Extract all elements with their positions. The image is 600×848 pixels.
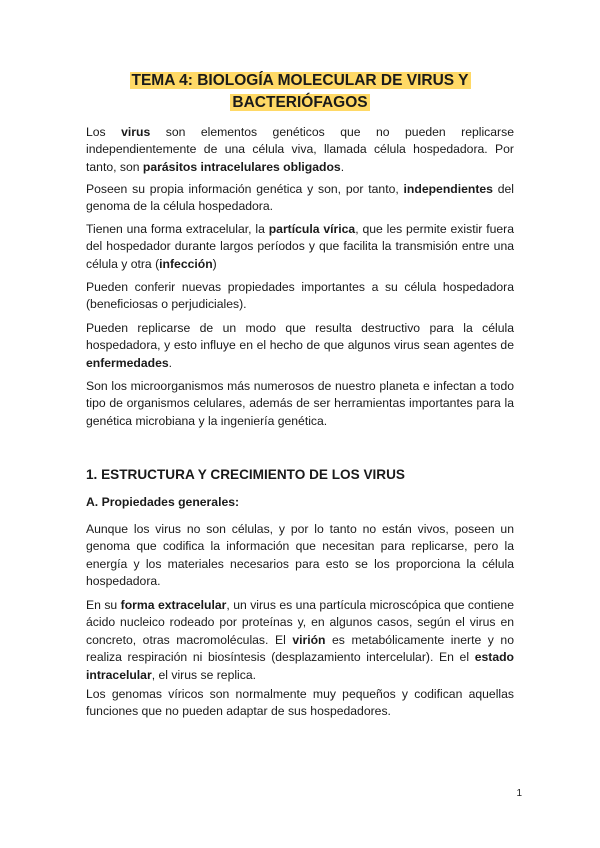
bold-term: partícula vírica	[268, 222, 356, 236]
subsection-heading: A. Propiedades generales:	[86, 495, 240, 509]
bold-term: estado intracelular	[86, 650, 514, 682]
title-line-1: TEMA 4: BIOLOGÍA MOLECULAR DE VIRUS Y	[131, 72, 469, 89]
intro-paragraph: Poseen su propia información genética y son, por tanto, independientes del genoma de la célula hospedadora.	[86, 182, 514, 214]
bold-term: virión	[292, 632, 326, 647]
section-paragraph: En su forma extracelular, un virus es una partícula microscópica que contiene ácido nucleico rodeado por proteínas y, en algunos casos, según el virus en concreto, otras macromoléculas. El virión es metabólicamente inerte y no realiza respiración ni biosíntesis (desplazamiento intercelular). En el estado intracelular, el virus se replica.	[86, 598, 514, 682]
bold-term: infección	[159, 256, 213, 271]
page-number: 1	[516, 788, 522, 799]
intro-paragraph: Son los microorganismos más numerosos de nuestro planeta e infectan a todo tipo de organismos celulares, además de ser herramientas importantes para la genética microbiana y la ingeniería genética.	[86, 379, 514, 428]
intro-paragraph: Pueden conferir nuevas propiedades importantes a su célula hospedadora (beneficiosas o perjudiciales).	[86, 280, 514, 312]
bold-term: forma extracelular	[120, 598, 227, 612]
page-title	[0, 70, 600, 114]
bold-term: parásitos intracelulares obligados	[142, 159, 341, 174]
bold-term: virus	[121, 125, 151, 139]
bold-term: enfermedades	[86, 355, 169, 370]
title-line-2: BACTERIÓFAGOS	[232, 94, 368, 111]
section-heading: 1. ESTRUCTURA Y CRECIMIENTO DE LOS VIRUS	[86, 467, 405, 482]
section-paragraph: Los genomas víricos son normalmente muy pequeños y codifican aquellas funciones que no pueden adaptar de sus hospedadores.	[86, 687, 514, 719]
intro-paragraph: Los virus son elementos genéticos que no pueden replicarse independientemente de una célula viva, llamada célula hospedadora. Por tanto, son parásitos intracelulares obligados.	[86, 125, 514, 174]
intro-paragraph: Pueden replicarse de un modo que resulta destructivo para la célula hospedadora, y esto influye en el hecho de que algunos virus sean agentes de enfermedades.	[86, 321, 514, 370]
intro-paragraph: Tienen una forma extracelular, la partícula vírica, que les permite existir fuera del hospedador durante largos períodos y que facilita la transmisión entre una célula y otra (infección)	[86, 222, 514, 271]
section-paragraph: Aunque los virus no son células, y por lo tanto no están vivos, poseen un genoma que codifica la información que necesitan para replicarse, pero la energía y los materiales necesarios para esto se los proporciona la célula hospedadora.	[86, 522, 514, 589]
bold-term: independientes	[403, 182, 493, 196]
